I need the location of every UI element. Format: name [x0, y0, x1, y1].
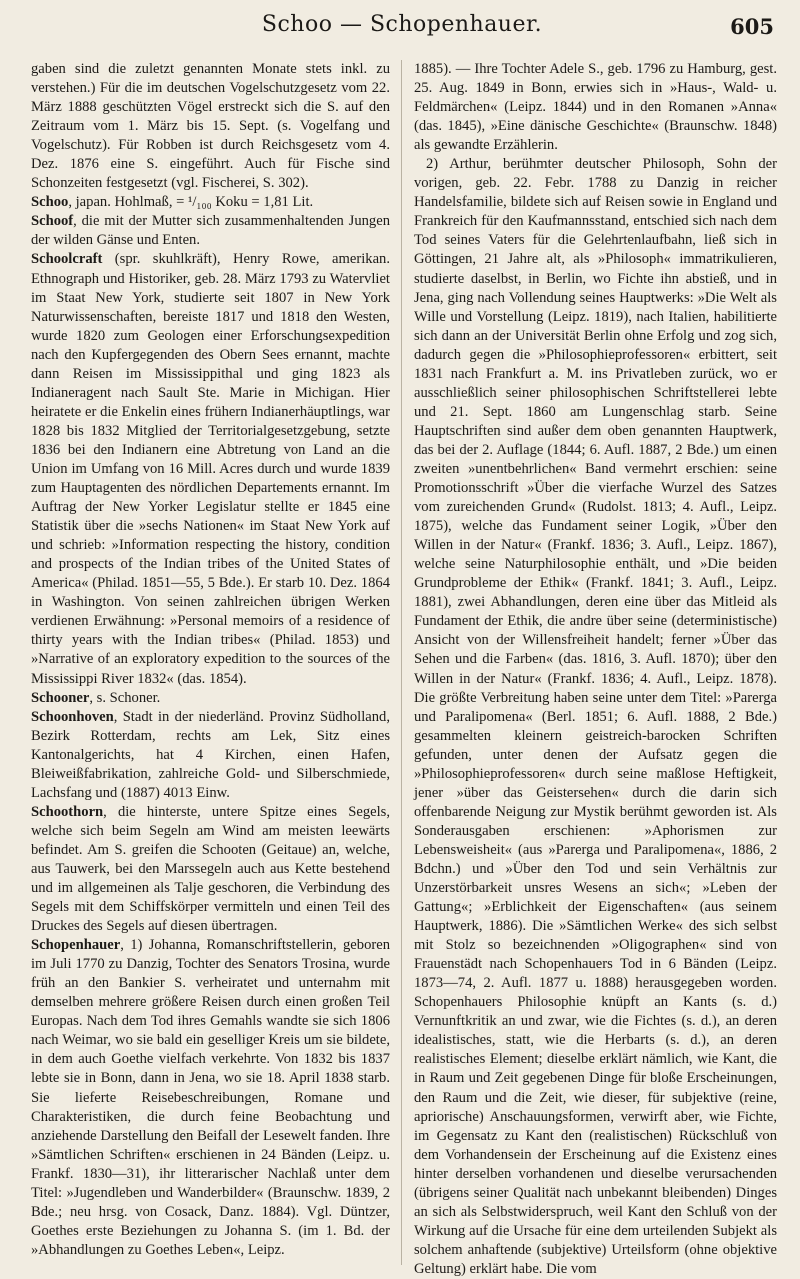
entry-text: , Stadt in der niederländ. Provinz Südholland, Bezirk Rotterdam, rechts am Lek, Sitz eines Kantonalgerichts, hat 4 Kirchen, einen Hafen, Bleiweißfabrikation, zahlreiche Gold- und Silberschmiede, Lachsfang und (1887) 4013 Einw.: [31, 708, 390, 801]
running-head: Schoo — Schopenhauer.: [261, 12, 543, 37]
entry-text: 2) Arthur, berühmter deutscher Philosoph, Sohn der vorigen, geb. 22. Febr. 1788 zu Danzig in reicher Handelsfamilie, bildete sich auf Reisen sowie in England und Frankreich für den Kaufmannsstand, entschied sich nach dem Tod seines Vaters für die Gelehrtenlaufbahn, ließ sich in Göttingen, 21 Jahre alt, als »Philosoph« immatrikulieren, studierte daselbst, in Berlin, wo Fichte ihn abstieß, und in Jena, ging nach Vollendung seines Hauptwerks: »Die Welt als Wille und Vorstellung (Leipz. 1819), nach Italien, habilitierte sich dann an der Universität Berlin ohne Erfolg und zog sich, dadurch gegen die »Philosophieprofessoren« erbittert, seit 1831 nach Frankfurt a. M. ins Privatleben zurück, wo er ausschließlich seiner philosophischen Schriftstellerei lebte und 21. Sept. 1860 am Lungenschlag starb. Seine Hauptschriften sind außer dem oben genannten Hauptwerk, das bei der 2. Auflage (1844; 6. Aufl. 1887, 2 Bde.) um einen zweiten »unentbehrlichen« Band vermehrt erschien: seine Promotionsschrift »Über die vierfache Wurzel des Satzes vom zureichenden Grund« (Rudolst. 1813; 4. Aufl., Leipz. 1875), welche das Fundament seiner Logik, »Über den Willen in der Natur« (Frankf. 1836; 3. Aufl., Leipz. 1867), welche seine Naturphilosophie enthält, und »Die beiden Grundprobleme der Ethik« (Frankf. 1841; 3. Aufl., Leipz. 1881), zwei Abhandlungen, deren eine über das Mitleid als Fundament der Ethik, die andre über seine (deterministische) Ansicht von der Willensfreiheit handelt; ferner »Über das Sehen und die Farben« (das. 1816, 3. Aufl. 1870); über den Willen in der Natur« (Frankf. 1836; 4. Aufl., Leipz. 1878). Die größte Verbreitung haben seine unter dem Titel: »Parerga und Paralipomena« (Berl. 1851; 6. Aufl. 1888, 2 Bde.) gesammelten kleinern geistreich-barocken Schriften gefunden, unter denen der Aufsatz gegen die »Philosophieprofessoren« durch seine maßlose Heftigkeit, jener »über das Geistersehen« durch die darin sich offenbarende Neigung zur Mystik berühmt geworden ist. Als Sonderausgaben erschienen: »Aphorismen zur Lebensweisheit« (aus »Parerga und Paralipomena«, 1886, 2 Bdchn.) und »Über den Tod und sein Verhältnis zur Unzerstörbarkeit unsres Wesens an sich«; »Leben der Gattung«; »Erblichkeit der Eigenschaften« (aus seinem Hauptwerk, 1886). Die »Sämtlichen Werke« des sich selbst mit Stolz so bezeichnenden »Oligographen« sind von Frauenstädt nach Schopenhauers Tod in 6 Bänden (Leipz. 1873—74, 2. Aufl. 1877 u. 1888) herausgegeben worden. Schopenhauers Philosophie knüpft an Kants (s. d.) Vernunftkritik an und zwar, wie die Fichtes (s. d.), an deren idealistisches, statt, wie die Herbarts (s. d.), an deren realistisches Element; dieselbe erklärt nämlich, wie Kant, die in Raum und Zeit gegebenen Dinge für bloße Erscheinungen, den Raum und die Zeit, wie dieser, für subjektive (reine, apriorische) Anschauungsformen, verwirft aber, wie Fichte, im Gegensatz zu Kant den (realistischen) Rückschluß von dem Vorhandensein der Erscheinung auf die Existenz eines hinter derselben vorhandenen und dieselbe verursachenden (übrigens seiner Qualität nach unbekannt bleibenden) Dinges an sich als Selbstwiderspruch, weil Kant den Schluß von der Wirkung auf die Ursache für eine dem urteilenden Subjekt als solchem anhaftende (subjektive) Urteilsform (ohne objektive Geltung) erklärt habe. Die vom: [414, 156, 777, 1277]
dictionary-entry: [31, 193, 390, 212]
entry-headword: Schoof: [31, 213, 74, 230]
entry-text: , japan. Hohlmaß, = ¹/₁₀₀ Koku = 1,81 Lit.: [68, 194, 314, 211]
entry-text: 1885). — Ihre Tochter Adele S., geb. 1796 zu Hamburg, gest. 25. Aug. 1849 in Bonn, erwies sich in »Haus-, Wald- u. Feldmärchen« (Leipz. 1844) und in den Romanen »Anna« (das. 1845), »Eine dänische Geschichte« (Braunschw. 1848) als gewandte Erzählerin.: [414, 61, 777, 154]
entry-headword: Schoonhoven: [31, 708, 114, 725]
dictionary-entry: [31, 708, 390, 803]
dictionary-entry: [31, 936, 390, 1260]
dictionary-entry: [31, 803, 390, 936]
dictionary-entry: [31, 689, 390, 708]
entry-text: , die hinterste, untere Spitze eines Segels, welche sich beim Segeln am Wind am meisten leewärts befindet. Am S. greifen die Schooten (Geitaue) an, welche, aus Tauwerk, bei den Marssegeln auch aus Kette bestehend und im allgemeinen als Talje geschoren, die Verbindung des Segels mit dem Schiffskörper vermitteln und einen Teil des Druckes des Segels auf diesen übertragen.: [31, 803, 390, 935]
right-column: [414, 60, 777, 1277]
entry-headword: Schooner: [31, 689, 90, 706]
dictionary-entry: [414, 155, 777, 1279]
entry-headword: Schoothorn: [31, 803, 104, 820]
column-divider: [401, 60, 402, 1265]
dictionary-entry: [31, 60, 390, 193]
dictionary-entry: [31, 250, 390, 688]
page-number: 605: [730, 14, 774, 39]
entry-headword: Schopenhauer: [31, 937, 121, 954]
page-header: [30, 12, 774, 46]
entry-text: (spr. skuhlkräft), Henry Rowe, amerikan. Ethnograph und Historiker, geb. 28. März 1793 zu Watervliet im Staat New York, studierte seit 1807 in New York Naturwissenschaften, bereiste 1817 und 1818 den Westen, wurde 1820 zum Geologen einer Erforschungsexpedition nach den Kupfergegenden des Obern Sees ernannt, machte dann Reisen im Mississippithal und ging 1823 als Indianeragent nach Sault Ste. Marie in Michigan. Hier heiratete er die Enkelin eines frühern Indianerhäuptlings, war 1828 bis 1832 Mitglied der Territorialgesetzgebung, setzte 1836 bei den Indianern eine Abtretung von Land an die Union im Umfang von 16 Mill. Acres durch und wurde 1839 zum Hauptagenten des nördlichen Departements ernannt. Im Auftrag der New Yorker Legislatur stellte er 1845 eine Statistik über die »sechs Nationen« im Staat New York auf und schrieb: »Information respecting the history, condition and prospects of the Indian tribes of the United States of America« (Philad. 1851—55, 5 Bde.). Er starb 10. Dez. 1864 in Washington. Von seinen zahlreichen übrigen Werken verdienen Erwähnung: »Personal memoirs of a residence of thirty years with the Indian tribes« (Philad. 1853) und »Narrative of an exploratory expedition to the sources of the Mississippi River 1832« (das. 1854).: [31, 251, 390, 687]
dictionary-entry: [31, 212, 390, 250]
entry-headword: Schoo: [31, 194, 69, 211]
entry-text: , s. Schoner.: [89, 689, 161, 706]
dictionary-entry: [414, 60, 777, 155]
left-column: [31, 60, 390, 1268]
entry-headword: Schoolcraft: [31, 251, 103, 268]
entry-text: gaben sind die zuletzt genannten Monate stets inkl. zu verstehen.) Für die im deutschen Vogelschutzgesetz vom 22. März 1888 geschützten Vögel erstreckt sich die S. auf den Zeitraum vom 1. März bis 15. Sept. (s. Vogelfang und Vogelschutz). Für Robben ist durch Reichsgesetz vom 4. Dez. 1876 eine S. eingeführt. Auch für Fische sind Schonzeiten festgesetzt (vgl. Fischerei, S. 302).: [31, 61, 390, 192]
entry-text: , 1) Johanna, Romanschriftstellerin, geboren im Juli 1770 zu Danzig, Tochter des Senators Trosina, wurde früh an den Bankier S. verheiratet und unternahm mit demselben mehrere größere Reisen durch einen großen Teil Europas. Nach dem Tod ihres Gemahls wandte sie sich 1806 nach Weimar, wo sie bald ein geselliger Kreis um sie bildete, in dem auch Goethe vielfach verkehrte. Von 1832 bis 1837 lebte sie in Bonn, dann in Jena, wo sie 18. April 1838 starb. Sie lieferte Reisebeschreibungen, Romane und Charakteristiken, die durch feine Beobachtung und anziehende Darstellung den Beifall der Lesewelt fanden. Ihre »Sämtlichen Schriften« erschienen in 24 Bänden (Leipz. u. Frankf. 1830—31), ihr litterarischer Nachlaß unter dem Titel: »Jugendleben und Wanderbilder« (Braunschw. 1839, 2 Bde.; neu hrsg. von Cosack, Danz. 1884). Vgl. Düntzer, Goethes erste Beziehungen zu Johanna S. (im 1. Bd. der »Abhandlungen zu Goethes Leben«, Leipz.: [31, 937, 390, 1258]
entry-text: , die mit der Mutter sich zusammenhaltenden Jungen der wilden Gänse und Enten.: [31, 213, 390, 249]
